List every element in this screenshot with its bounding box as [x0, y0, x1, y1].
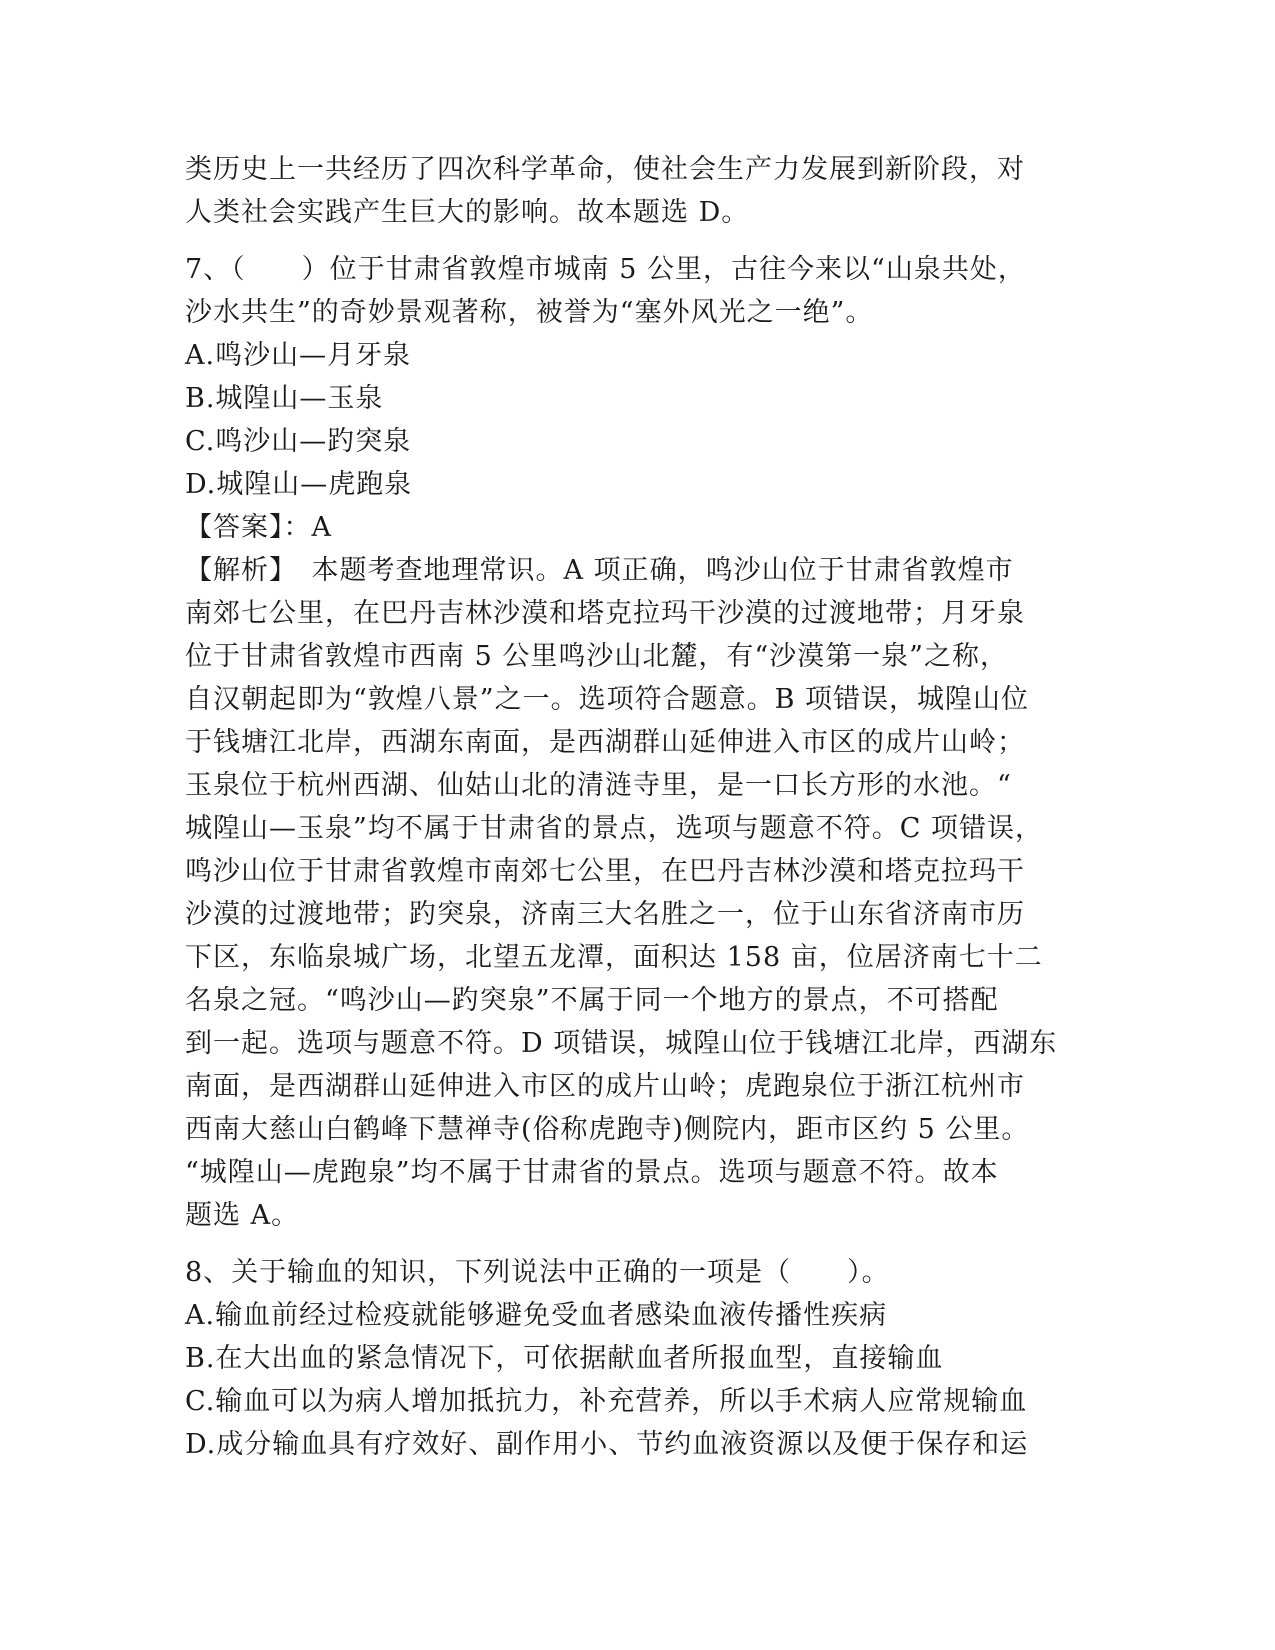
document-page [185, 148, 1085, 1466]
text-line: 类历史上一共经历了四次科学革命，使社会生产力发展到新阶段，对 [185, 154, 1025, 185]
option-b: B.在大出血的紧急情况下，可依据献血者所报血型，直接输血 [185, 1343, 944, 1374]
question-8 [185, 1251, 1085, 1466]
text-line: 人类社会实践产生巨大的影响。故本题选 D。 [185, 197, 750, 228]
option-a: A.鸣沙山—月牙泉 [185, 340, 412, 371]
option-d: D.城隍山—虎跑泉 [185, 469, 413, 500]
explanation-line: 位于甘肃省敦煌市西南 5 公里鸣沙山北麓，有“沙漠第一泉”之称， [185, 641, 1008, 672]
question-7 [185, 248, 1085, 1237]
explanation-line: 玉泉位于杭州西湖、仙姑山北的清涟寺里，是一口长方形的水池。“ [185, 770, 1012, 801]
explanation [185, 549, 1085, 1237]
option-d: D.成分输血具有疗效好、副作用小、节约血液资源以及便于保存和运 [185, 1429, 1029, 1460]
option-c: C.鸣沙山—趵突泉 [185, 426, 412, 457]
explanation-line: 于钱塘江北岸，西湖东南面，是西湖群山延伸进入市区的成片山岭； [185, 727, 1025, 758]
option-a: A.输血前经过检疫就能够避免受血者感染血液传播性疾病 [185, 1300, 888, 1331]
question-stem-line: 7、（ ）位于甘肃省敦煌市城南 5 公里，古往今来以“山泉共处， [185, 254, 1026, 285]
explanation-line: 【解析】 本题考查地理常识。A 项正确，鸣沙山位于甘肃省敦煌市 [185, 555, 1014, 586]
explanation-line: 题选 A。 [185, 1200, 300, 1231]
explanation-line: 南面，是西湖群山延伸进入市区的成片山岭；虎跑泉位于浙江杭州市 [185, 1071, 1025, 1102]
explanation-line: 南郊七公里，在巴丹吉林沙漠和塔克拉玛干沙漠的过渡地带；月牙泉 [185, 598, 1025, 629]
explanation-line: 到一起。选项与题意不符。D 项错误，城隍山位于钱塘江北岸，西湖东 [185, 1028, 1058, 1059]
explanation-line: 城隍山—玉泉”均不属于甘肃省的景点，选项与题意不符。C 项错误， [185, 813, 1044, 844]
option-b: B.城隍山—玉泉 [185, 383, 384, 414]
explanation-line: 下区，东临泉城广场，北望五龙潭，面积达 158 亩，位居济南七十二 [185, 942, 1043, 973]
question-stem-line: 沙水共生”的奇妙景观著称，被誉为“塞外风光之一绝”。 [185, 297, 874, 328]
previous-explanation-tail [185, 148, 1085, 234]
explanation-line: 自汉朝起即为“敦煌八景”之一。选项符合题意。B 项错误，城隍山位 [185, 684, 1030, 715]
option-c: C.输血可以为病人增加抵抗力，补充营养，所以手术病人应常规输血 [185, 1386, 1028, 1417]
paragraph-gap [185, 1237, 1085, 1251]
answer-line: 【答案】：A [185, 512, 332, 543]
explanation-line: 鸣沙山位于甘肃省敦煌市南郊七公里，在巴丹吉林沙漠和塔克拉玛干 [185, 856, 1025, 887]
explanation-line: 西南大慈山白鹤峰下慧禅寺(俗称虎跑寺)侧院内，距市区约 5 公里。 [185, 1114, 1030, 1145]
paragraph-gap [185, 234, 1085, 248]
explanation-line: “城隍山—虎跑泉”均不属于甘肃省的景点。选项与题意不符。故本 [185, 1157, 999, 1188]
question-stem-line: 8、关于输血的知识，下列说法中正确的一项是（ ）。 [185, 1257, 890, 1288]
explanation-line: 沙漠的过渡地带；趵突泉，济南三大名胜之一，位于山东省济南市历 [185, 899, 1025, 930]
explanation-line: 名泉之冠。“鸣沙山—趵突泉”不属于同一个地方的景点，不可搭配 [185, 985, 999, 1016]
